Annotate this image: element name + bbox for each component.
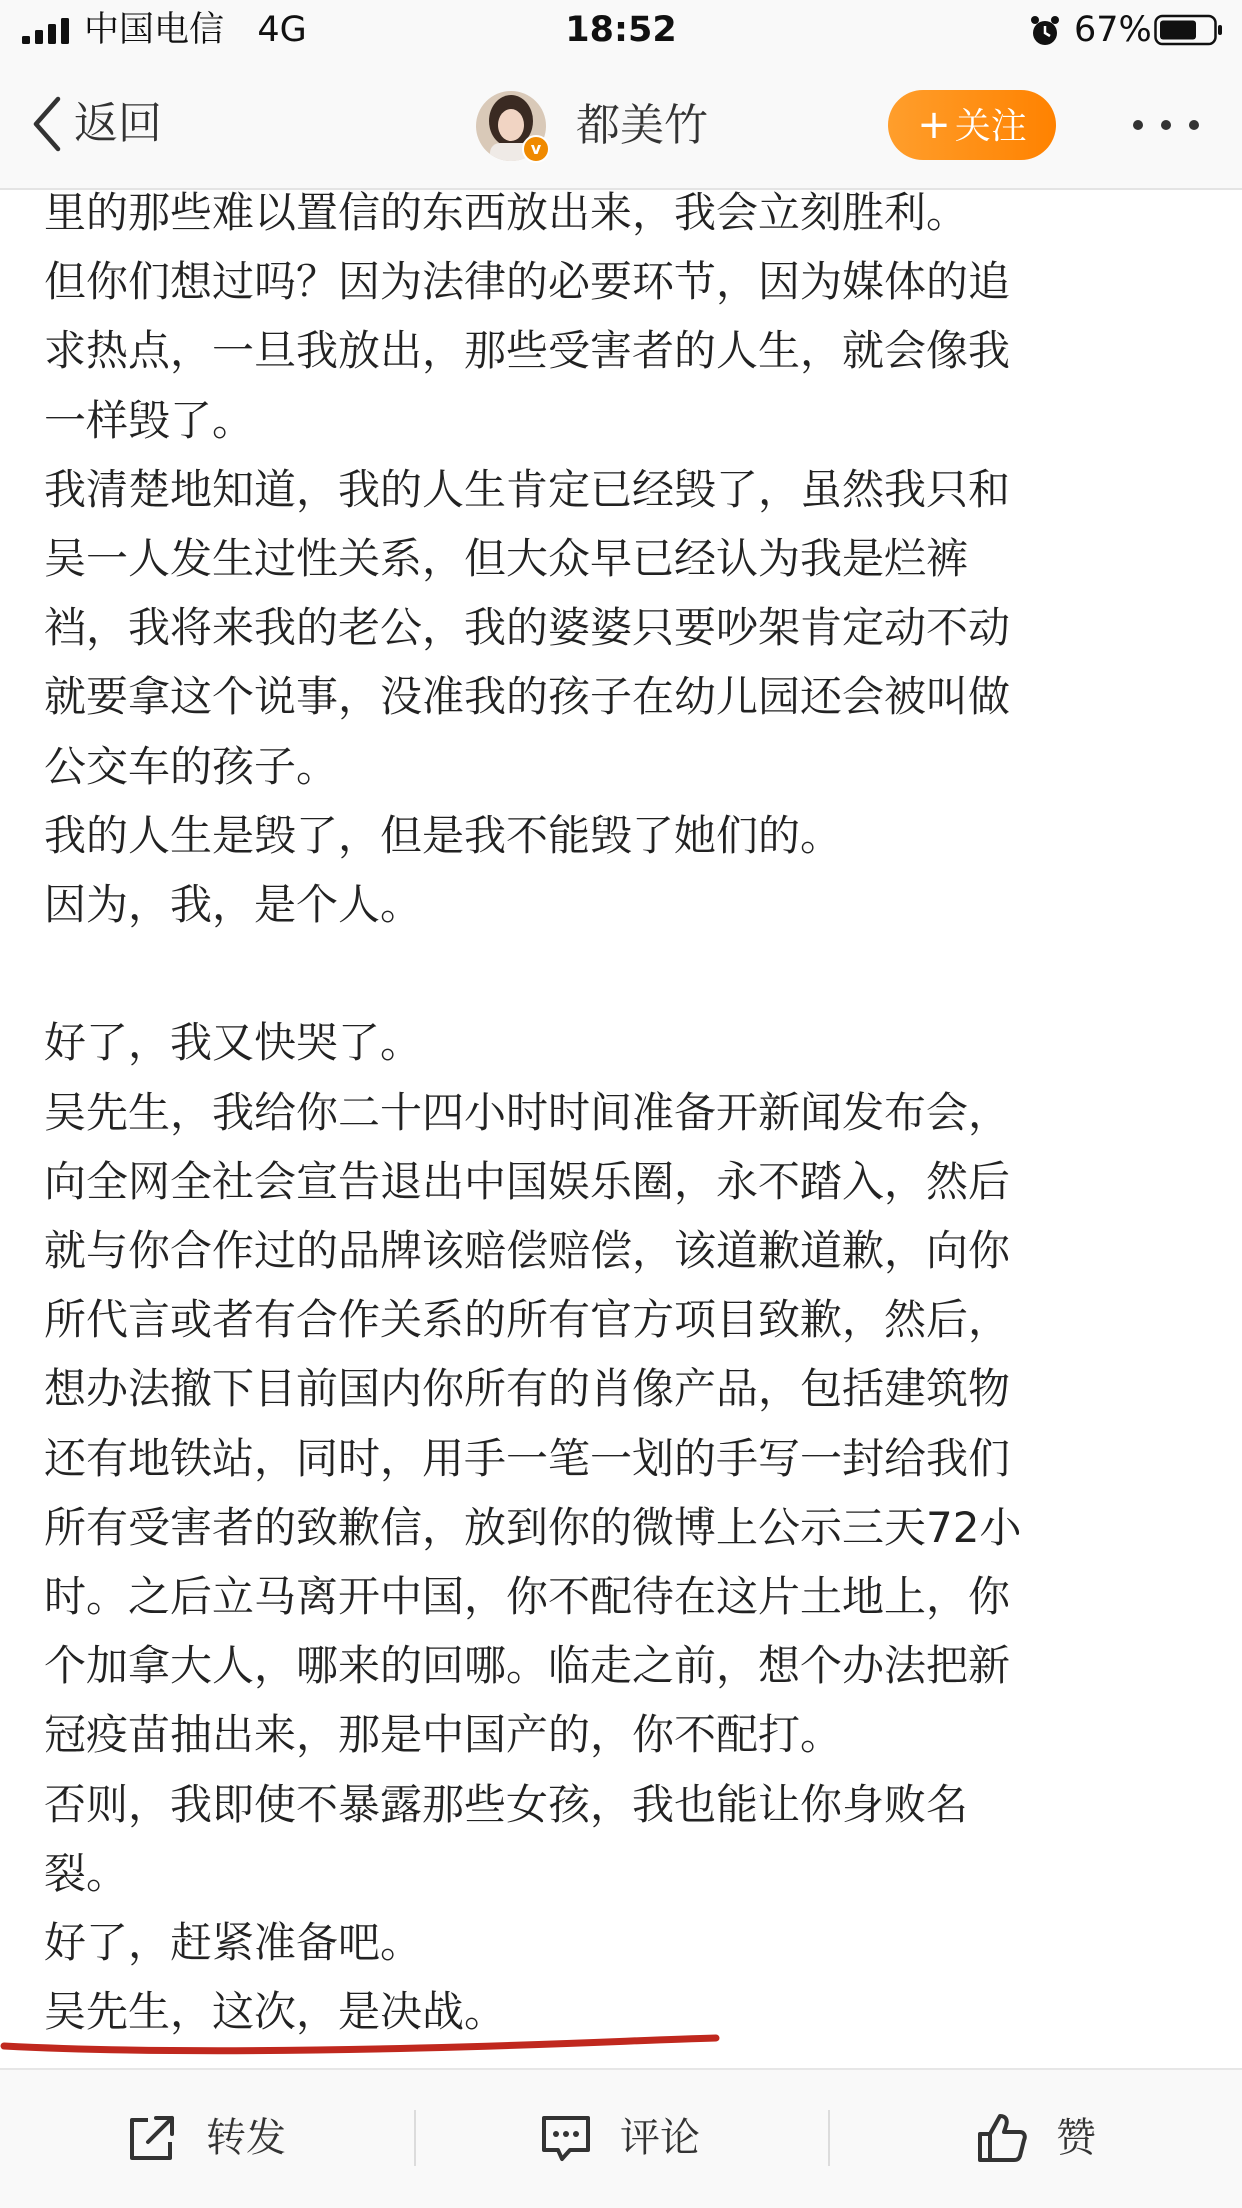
user-name: 都美竹 — [576, 100, 708, 151]
comment-button[interactable] — [540, 2106, 700, 2170]
post-body — [44, 178, 1204, 2046]
post-line: 里的那些难以置信的东西放出来，我会立刻胜利。 — [44, 188, 969, 237]
toolbar-divider — [414, 2110, 416, 2166]
like-button[interactable] — [976, 2106, 1096, 2170]
plus-icon: + — [917, 102, 951, 148]
post-line: 就与你合作过的品牌该赔偿赔偿，该道歉道歉，向你 — [44, 1226, 1011, 1276]
back-chevron-icon — [30, 95, 64, 153]
network-type: 4G — [257, 10, 307, 50]
post-line: 吴先生，这次，是决战。 — [44, 1987, 507, 2037]
post-line: 吴一人发生过性关系，但大众早已经认为我是烂裤 — [44, 534, 969, 584]
repost-button[interactable] — [126, 2106, 286, 2170]
post-line: 向全网全社会宣告退出中国娱乐圈，永不踏入，然后 — [44, 1156, 1011, 1206]
thumbs-up-icon — [976, 2112, 1028, 2164]
avatar[interactable] — [476, 91, 546, 161]
post-line: 吴先生，我给你二十四小时时间准备开新闻发布会， — [44, 1087, 1011, 1137]
bottom-toolbar — [0, 2068, 1242, 2208]
blank-line — [44, 939, 1204, 1008]
post-line: 裆，我将来我的老公，我的婆婆只要吵架肯定动不动 — [44, 603, 1011, 653]
post-line: 求热点，一旦我放出，那些受害者的人生，就会像我 — [44, 326, 1011, 376]
post-line: 所有受害者的致歉信，放到你的微博上公示三天72小 — [44, 1502, 1022, 1552]
post-line: 但你们想过吗？因为法律的必要环节，因为媒体的追 — [44, 257, 1011, 307]
post-line: 就要拿这个说事，没准我的孩子在幼儿园还会被叫做 — [44, 672, 1011, 722]
post-line: 裂。 — [44, 1848, 129, 1898]
post-line: 好了，我又快哭了。 — [44, 1018, 423, 1068]
battery-percent: 67% — [1074, 10, 1152, 50]
post-line: 冠疫苗抽出来，那是中国产的，你不配打。 — [44, 1710, 843, 1760]
comment-label: 评论 — [620, 2115, 700, 2161]
alarm-icon — [1028, 14, 1062, 48]
red-underline-annotation — [0, 2030, 730, 2060]
post-line: 否则，我即使不暴露那些女孩，我也能让你身败名 — [44, 1779, 969, 1829]
back-button[interactable] — [30, 94, 162, 154]
carrier-name: 中国电信 — [84, 10, 225, 50]
post-line: 还有地铁站，同时，用手一笔一划的手写一封给我们 — [44, 1433, 1011, 1483]
post-line: 时。之后立马离开中国，你不配待在这片土地上，你 — [44, 1572, 1011, 1622]
verified-badge-icon: v — [522, 135, 550, 163]
profile-header[interactable] — [476, 88, 708, 164]
post-line: 我的人生是毁了，但是我不能毁了她们的。 — [44, 810, 843, 860]
back-label: 返回 — [74, 98, 162, 149]
comment-icon — [540, 2112, 592, 2164]
post-line: 想办法撤下目前国内你所有的肖像产品，包括建筑物 — [44, 1364, 1011, 1414]
post-line: 好了，赶紧准备吧。 — [44, 1918, 423, 1968]
post-line: 公交车的孩子。 — [44, 741, 339, 791]
battery-icon — [1154, 14, 1224, 46]
status-bar — [0, 0, 1242, 60]
follow-button[interactable] — [888, 90, 1056, 160]
post-line: 我清楚地知道，我的人生肯定已经毁了，虽然我只和 — [44, 464, 1011, 514]
post-line: 所代言或者有合作关系的所有官方项目致歉，然后， — [44, 1295, 1011, 1345]
follow-label: 关注 — [954, 106, 1027, 147]
post-line: 因为，我，是个人。 — [44, 880, 423, 930]
like-label: 赞 — [1056, 2115, 1096, 2161]
share-icon — [126, 2112, 178, 2164]
repost-label: 转发 — [206, 2115, 286, 2161]
nav-bar — [0, 60, 1242, 190]
status-time: 18:52 — [565, 10, 677, 50]
more-dots-icon[interactable] — [1126, 100, 1206, 150]
post-line: 个加拿大人，哪来的回哪。临走之前，想个办法把新 — [44, 1641, 1011, 1691]
post-line: 一样毁了。 — [44, 395, 255, 445]
toolbar-divider — [828, 2110, 830, 2166]
